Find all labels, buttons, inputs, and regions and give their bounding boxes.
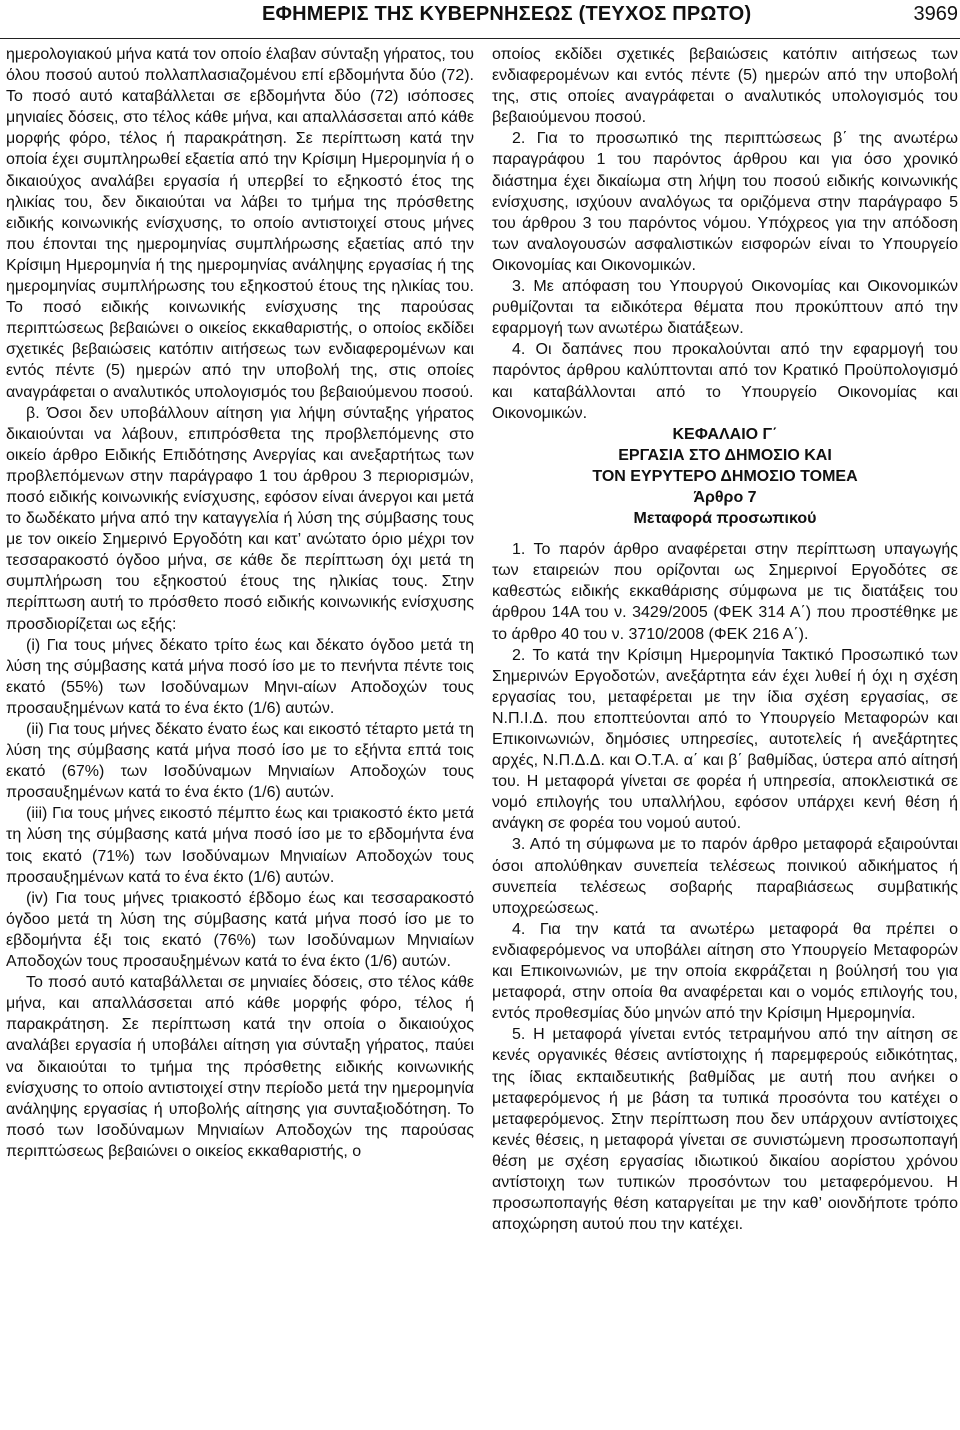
article-title: Μεταφορά προσωπικού: [633, 510, 817, 528]
article-label: Άρθρο 7: [693, 488, 757, 506]
paragraph: (iii) Για τους μήνες εικοστό πέμπτο έως και τριακοστό έκτο μετά τη λύση της σύμβασης κατά μήνα ποσό ίσο με το εβδομήντα ένα τοις εκατό (71%) των Ισοδύναμων Μηνιαίων Αποδοχών τους προσαυξημένων κατά το ένα έκτο (1/6) αυτών.: [6, 805, 474, 886]
paragraph: Το ποσό αυτό καταβάλλεται σε μηνιαίες δόσεις, στο τέλος κάθε μήνα, και απαλλάσσεται από κάθε μορφής φόρο, τέλος ή παρακράτηση. Σε περίπτωση κατά την οποία ο δικαιούχος αναλάβει εργασία ή υποβάλει αίτηση για σύνταξη γήρατος, παύει να δικαιούται το τμήμα της πρόσθετης ειδικής κοινωνικής ενίσχυσης το οποίο αντιστοιχεί στην περίοδο μετά την ημερομηνία ανάληψης εργασίας ή υποβολής αίτησης για συνταξιοδότηση. Το ποσό των Ισοδύναμων Μηνιαίων Αποδοχών της παρούσας περιπτώσεως βεβαιώνει ο οικείος εκκαθαριστής, ο: [6, 974, 474, 1160]
left-column: [6, 44, 474, 1162]
page-header: [0, 0, 960, 39]
gazette-title: ΕΦΗΜΕΡΙΣ ΤΗΣ ΚΥΒΕΡΝΗΣΕΩΣ (ΤΕΥΧΟΣ ΠΡΩΤΟ): [262, 3, 752, 25]
page-number: 3969: [913, 3, 958, 25]
chapter-title: ΕΡΓΑΣΙΑ ΣΤΟ ΔΗΜΟΣΙΟ ΚΑΙ: [618, 446, 832, 464]
paragraph: β. Όσοι δεν υποβάλλουν αίτηση για λήψη σύνταξης γήρατος δικαιούνται να λάβουν, επιπρόσθετα της προβλεπόμενης στο οικείο άρθρο Ειδικής Επιδότησης Ανεργίας και ανεξαρτήτως των προβλεπόμενων στην παράγραφο 1 του άρθρου 3 περιορισμών, ποσό ειδικής κοινωνικής ενίσχυσης, εφόσον είναι άνεργοι και μετά το δωδέκατο μήνα από την καταγγελία ή λύση της σύμβασης τους με τον οικείο Σημερινό Εργοδότη και κατ’ ανώτατο όριο μέχρι τον τεσσαρακοστό όγδοο μήνα, σε κάθε δε περίπτωση όχι μετά τη συμπλήρωση του εξηκοστού έτους της ηλικίας τους. Στην περίπτωση αυτή το πρόσθετο ποσό ειδικής κοινωνικής ενίσχυσης προσδιορίζεται ως εξής:: [6, 404, 474, 633]
paragraph: 4. Για την κατά τα ανωτέρω μεταφορά θα πρέπει ο ενδιαφερόμενος να υποβάλει αίτηση στο Υπουργείο Μεταφορών και Επικοινωνιών, με την οποία εκφράζεται η βούλησή του για μεταφορά, στην οποία θα αναφέρεται και ο νομός επιλογής του, εντός προθεσμίας δύο μηνών από την Κρίσιμη Ημερομηνία.: [492, 920, 958, 1023]
paragraph: 3. Με απόφαση του Υπουργού Οικονομίας και Οικονομικών ρυθμίζονται τα ειδικότερα θέματα που προκύπτουν από την εφαρμογή των ανωτέρω διατάξεων.: [492, 278, 958, 338]
paragraph: ημερολογιακού μήνα κατά τον οποίο έλαβαν σύνταξη γήρατος, του όλου ποσού αυτού πολλαπλασιαζομένου επί εβδομήντα δύο (72). Το ποσό αυτό καταβάλλεται σε εβδομήντα δύο (72) ισόποσες μηνιαίες δόσεις, στο τέλος κάθε μήνα, και απαλλάσσεται από κάθε μορφής φόρο, τέλος ή παρακράτηση. Σε περίπτωση κατά την οποία έχει συμπληρωθεί εξαετία από την Κρίσιμη Ημερομηνία ή ο δικαιούχος αναλάβει εργασία ή υπερβεί το εξηκοστό έτος της ηλικίας του, δεν δικαιούται να λάβει το τμήμα της πρόσθετης ειδικής κοινωνικής ενίσχυσης, το οποίο αντιστοιχεί στους μήνες που έπονται της ημερομηνίας συμπλήρωσης εξαετίας από την Κρίσιμη Ημερομηνία ή της ημερομηνίας ανάληψης εργασίας ή της ημερομηνίας συμπλήρωσης του εξηκοστού έτους της ηλικίας του. Το ποσό ειδικής κοινωνικής ενίσχυσης της παρούσας περιπτώσεως βεβαιώνει ο οικείος εκκαθαριστής, ο οποίος εκδίδει σχετικές βεβαιώσεις κατόπιν αιτήσεως των ενδιαφερομένων και εντός πέντε (5) ημερών από την υποβολή της, στις οποίες αναγράφεται ο αναλυτικός υπολογισμός του βεβαιούμενου ποσού.: [6, 46, 474, 401]
paragraph: οποίος εκδίδει σχετικές βεβαιώσεις κατόπιν αιτήσεως των ενδιαφερομένων και εντός πέντε (5) ημερών από την υποβολή της, στις οποίες αναγράφεται ο αναλυτικός υπολογισμός του βεβαιούμενου ποσού.: [492, 46, 958, 127]
paragraph: 3. Από τη σύμφωνα με το παρόν άρθρο μεταφορά εξαιρούνται όσοι απολύθηκαν συνεπεία τελέσεως ποινικού αδικήματος ή συνεπεία τελέσεως σοβαρής παραβιάσεως συμβατικής υποχρεώσεως.: [492, 836, 958, 917]
chapter-title: ΤΟΝ ΕΥΡΥΤΕΡΟ ΔΗΜΟΣΙΟ ΤΟΜΕΑ: [592, 467, 858, 485]
paragraph: (ii) Για τους μήνες δέκατο ένατο έως και εικοστό τέταρτο μετά τη λύση της σύμβασης κατά μήνα ποσό ίσο με το εξήντα επτά τοις εκατό (67%) των Ισοδύναμων Μηνιαίων Αποδοχών τους προσαυξημένων κατά το ένα έκτο (1/6) αυτών.: [6, 721, 474, 802]
right-column: [492, 44, 958, 1235]
chapter-label: ΚΕΦΑΛΑΙΟ Γ΄: [672, 425, 778, 443]
paragraph: 1. Το παρόν άρθρο αναφέρεται στην περίπτωση υπαγωγής των εταιρειών που ορίζονται ως Σημερινοί Εργοδότες σε καθεστώς ειδικής εκκαθάρισης σύμφωνα με τις διατάξεις του άρθρου 14Α του ν. 3429/2005 (ΦΕΚ 314 Α΄) που προστέθηκε με το άρθρο 40 του ν. 3710/2008 (ΦΕΚ 216 Α΄).: [492, 541, 958, 643]
paragraph: (i) Για τους μήνες δέκατο τρίτο έως και δέκατο όγδοο μετά τη λύση της σύμβασης κατά μήνα ποσό ίσο με το πενήντα πέντε τοις εκατό (55%) των Ισοδύναμων Μηνι-αίων Αποδοχών τους προσαυξημένων κατά το ένα έκτο (1/6) αυτών.: [6, 636, 474, 717]
paragraph: (iv) Για τους μήνες τριακοστό έβδομο έως και τεσσαρακοστό όγδοο μετά τη λύση της σύμβασης κατά μήνα ποσό ίσο με το εβδομήντα έξι τοις εκατό (76%) των Ισοδύναμων Μηνιαίων Αποδοχών τους προσαυξημένων κατά το ένα έκτο (1/6) αυτών.: [6, 889, 474, 971]
paragraph: 5. Η μεταφορά γίνεται εντός τετραμήνου από την αίτηση σε κενές οργανικές θέσεις αντίστοιχης ή παρεμφερούς ειδικότητας, της ίδιας εκπαιδευτικής βαθμίδας με αυτή που ανήκει ο μεταφερόμενος ή με βάση τα τυπικά προσόντα του κατέχει ο μεταφερόμενος. Στην περίπτωση που δεν υπάρχουν αντίστοιχες κενές θέσεις, η μεταφορά γίνεται σε συνιστώμενη προσωποπαγή θέση με σχέση εργασίας ιδιωτικού δικαίου αορίστου χρόνου αντίστοιχη των τυπικών προσόντων του μεταφερόμενου. Η προσωποπαγής θέση καταργείται με την καθ’ οιονδήποτε τρόπο αποχώρηση αυτού που την κατέχει.: [492, 1026, 958, 1234]
paragraph: 2. Το κατά την Κρίσιμη Ημερομηνία Τακτικό Προσωπικό των Σημερινών Εργοδοτών, ανεξάρτητα εάν έχει λυθεί ή όχι η σχέση εργασίας του, μεταφέρεται με την ίδια σχέση εργασίας, σε Ν.Π.Ι.Δ. που εποπτεύονται από το Υπουργείο Μεταφορών και Επικοινωνιών, δημόσιες υπηρεσίες, αυτοτελείς ή ανεξάρτητες αρχές, Ν.Π.Δ.Δ. και Ο.Τ.Α. α΄ και β΄ βαθμίδας, ύστερα από αίτησή του. Η μεταφορά γίνεται σε φορέα ή υπηρεσία, αποκλειστικά σε νομό επιλογής του υπαλλήλου, εφόσον υπάρχει κενή θέση ή ανάγκη σε φορέα του νομού αυτού.: [492, 646, 958, 833]
paragraph: 2. Για το προσωπικό της περιπτώσεως β΄ της ανωτέρω παραγράφου 1 του παρόντος άρθρου και για όσο χρονικό διάστημα έχει δικαίωμα στη λήψη του ποσού ειδικής κοινωνικής ενίσχυσης, ισχύουν αναλόγως τα οριζόμενα στην παράγραφο 5 του άρθρου 3 του παρόντος νόμου. Υπόχρεος για την απόδοση των αναλογουσών ασφαλιστικών εισφορών είναι το Υπουργείο Οικονομίας και Οικονομικών.: [492, 130, 958, 274]
paragraph: 4. Οι δαπάνες που προκαλούνται από την εφαρμογή του παρόντος άρθρου καλύπτονται από τον Κρατικό Προϋπολογισμό και καταβάλλονται από το Υπουργείο Οικονομίας και Οικονομικών.: [492, 341, 958, 422]
